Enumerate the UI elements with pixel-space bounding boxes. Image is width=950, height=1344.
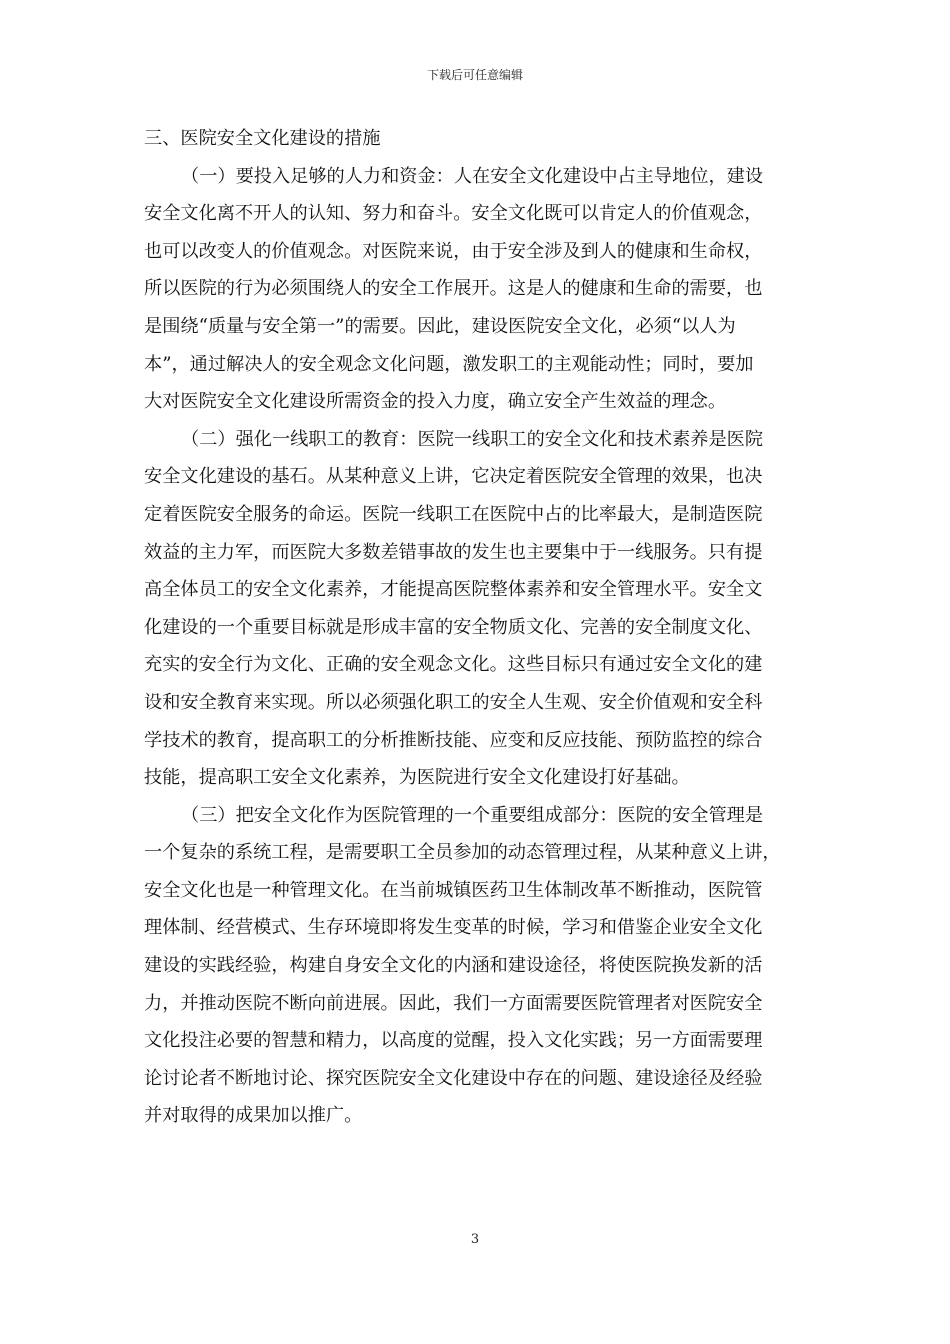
paragraph-3 <box>144 797 806 1135</box>
paragraph-line: 安全文化建设的基石。从某种意义上讲，它决定着医院安全管理的效果，也决 <box>144 466 763 488</box>
paragraph-line: 文化投注必要的智慧和精力，以高度的觉醒，投入文化实践；另一方面需要理 <box>144 1030 763 1052</box>
paragraph-line: 本”，通过解决人的安全观念文化问题，激发职工的主观能动性；同时，要加 <box>144 353 754 375</box>
paragraph-line: 所以医院的行为必须围绕人的安全工作展开。这是人的健康和生命的需要，也 <box>144 278 763 300</box>
paragraph-line: 大对医院安全文化建设所需资金的投入力度，确立安全产生效益的理念。 <box>144 391 727 413</box>
paragraph-line: 是围绕“质量与安全第一”的需要。因此，建设医院安全文化，必须“以人为 <box>144 315 736 337</box>
paragraph-line: （二）强化一线职工的教育：医院一线职工的安全文化和技术素养是医院 <box>181 428 764 450</box>
page-header: 下载后可任意编辑 <box>426 68 523 82</box>
paragraph-line: 安全文化离不开人的认知、努力和奋斗。安全文化既可以肯定人的价值观念， <box>144 203 763 225</box>
paragraph-line: 一个复杂的系统工程，是需要职工全员参加的动态管理过程，从某种意义上讲， <box>144 842 781 864</box>
paragraph-line: 并对取得的成果加以推广。 <box>144 1105 363 1127</box>
paragraph-line: 化建设的一个重要目标就是形成丰富的安全物质文化、完善的安全制度文化、 <box>144 616 763 638</box>
paragraph-line: 力，并推动医院不断向前进展。因此，我们一方面需要医院管理者对医院安全 <box>144 992 763 1014</box>
paragraph-line: 也可以改变人的价值观念。对医院来说，由于安全涉及到人的健康和生命权， <box>144 240 763 262</box>
paragraph-line: 效益的主力军，而医院大多数差错事故的发生也主要集中于一线服务。只有提 <box>144 541 763 563</box>
paragraph-2 <box>144 421 806 797</box>
paragraph-line: 论讨论者不断地讨论、探究医院安全文化建设中存在的问题、建设途径及经验 <box>144 1067 763 1089</box>
section-title: 三、医院安全文化建设的措施 <box>144 128 381 149</box>
paragraph-line: 建设的实践经验，构建自身安全文化的内涵和建设途径，将使医院换发新的活 <box>144 955 763 977</box>
paragraph-line: 设和安全教育来实现。所以必须强化职工的安全人生观、安全价值观和安全科 <box>144 691 763 713</box>
paragraph-line: （一）要投入足够的人力和资金：人在安全文化建设中占主导地位，建设 <box>181 165 764 187</box>
paragraph-line: 学技术的教育，提高职工的分析推断技能、应变和反应技能、预防监控的综合 <box>144 729 763 751</box>
paragraph-1 <box>144 158 806 421</box>
paragraph-line: 安全文化也是一种管理文化。在当前城镇医药卫生体制改革不断推动，医院管 <box>144 879 763 901</box>
document-body <box>144 120 806 1135</box>
paragraph-line: （三）把安全文化作为医院管理的一个重要组成部分：医院的安全管理是 <box>181 804 764 826</box>
paragraph-line: 充实的安全行为文化、正确的安全观念文化。这些目标只有通过安全文化的建 <box>144 654 763 676</box>
page-number: 3 <box>470 1232 480 1247</box>
paragraph-line: 技能，提高职工安全文化素养，为医院进行安全文化建设打好基础。 <box>144 767 690 789</box>
paragraph-line: 定着医院安全服务的命运。医院一线职工在医院中占的比率最大，是制造医院 <box>144 503 763 525</box>
paragraph-line: 高全体员工的安全文化素养，才能提高医院整体素养和安全管理水平。安全文 <box>144 579 763 601</box>
paragraph-line: 理体制、经营模式、生存环境即将发生变革的时候，学习和借鉴企业安全文化 <box>144 917 763 939</box>
